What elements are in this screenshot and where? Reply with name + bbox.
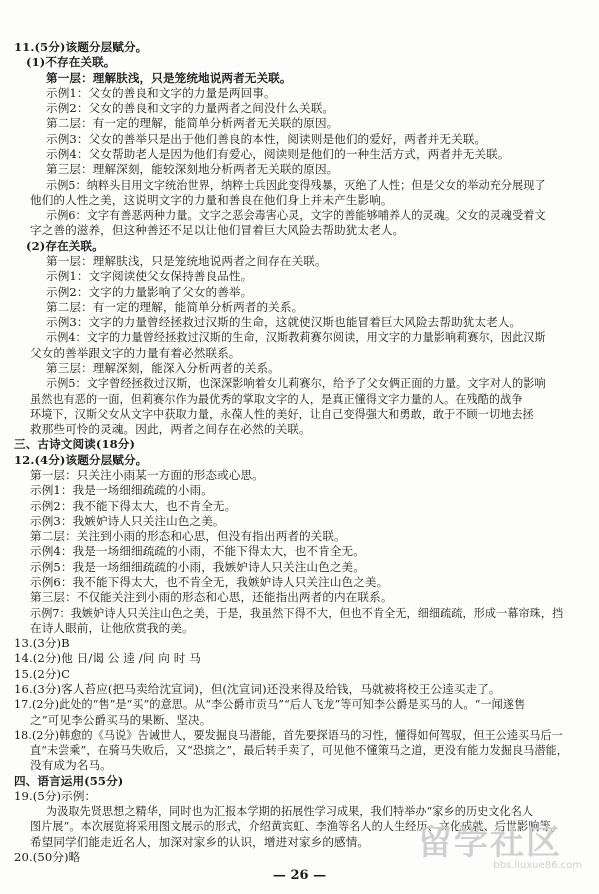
q11-part1-heading: (1)不存在关联。 [26, 55, 116, 70]
text-line: 没有成为名马。 [30, 758, 112, 773]
text-line: 第二层：关注到小雨的形态和心思，但没有指出两者的关联。 [30, 529, 346, 544]
watermark-text: 留学社区 [418, 823, 562, 863]
q14-answer: 14.(2分)他 日/谒 公 逵 /问 向 时 马 [14, 651, 201, 666]
text-line: 示例2：文字的力量影响了父女的善举。 [46, 284, 253, 299]
text-line: 他们的人性之美，这说明文字的力量和善良在他们身上并未产生影响。 [30, 192, 393, 207]
q17-answer: 17.(2分)此处的“售”是“买”的意思。从“李公爵市贡马”“后人飞龙”等可知李公爵是买马的人。“一闻遂售 [14, 698, 526, 712]
text-line: 父女的善举跟文字的力量有着必然联系。 [30, 345, 241, 360]
text-line: 第一层：理解肤浅，只是笼统地说两者无关联。 [46, 70, 292, 85]
text-line: 字之善的滋养，但这种善还不足以让他们冒着巨大风险去帮助犹太老人。 [30, 223, 405, 238]
q12-heading: 12.(4分)该题分层赋分。 [14, 452, 148, 467]
section-3-heading: 三、古诗文阅读(18分) [14, 437, 136, 452]
watermark-url: bbs.liuxue86.com [493, 860, 582, 871]
text-line: 示例3：我嫉妒诗人只关注山色之美。 [30, 513, 225, 528]
watermark-logo [418, 815, 588, 887]
text-line: 示例2：父女的善良和文字的力量两者之间没什么关联。 [46, 101, 335, 116]
text-line: 为汲取先贤思想之精华，同时也为汇报本学期的拓展性学习成果，我们特举办“家乡的历史文化名人 [46, 805, 534, 819]
text-line: 示例3：文字的力量曾经拯救过汉斯的生命，这就使汉斯也能冒着巨大风险去帮助犹太老人。 [46, 315, 522, 330]
text-line: 示例2：我不能下得太大，也不肯全无。 [30, 498, 237, 513]
text-line: 示例6：文字有善恶两种力量。文字之恶会毒害心灵，文字的善能够哺养人的灵魂。父女的灵魂受着文 [46, 209, 546, 223]
text-line: 示例5：文字曾经拯救过汉斯，也深深影响着女儿莉赛尔，给予了父女俩正面的力量。文字对人的影响 [46, 377, 546, 391]
text-line: 示例3：父女的善举只是出于他们善良的本性，阅读则是他们的爱好，两者并无关联。 [46, 131, 487, 146]
text-line: 示例1：我是一场细细疏疏的小雨。 [30, 483, 213, 498]
q19-heading: 19.(5分)示例： [14, 788, 97, 803]
text-line: 第三层：理解深刻，能深入分析两者的关系。 [46, 360, 280, 375]
text-line: 第二层：有一定的理解，能简单分析两者无关联的原因。 [46, 116, 339, 131]
text-line: 示例6：我不能下得太大，也不肯全无，我嫉妒诗人只关注山色之美。 [30, 574, 389, 589]
text-line: 第三层：理解深刻，能较深刻地分析两者无关联的原因。 [46, 162, 339, 177]
text-line: 直“未尝乘”，在骑马失败后，又“恐摈之”，最后转手卖了，可见他不懂策马之道，更没有能力发掘良马潜能， [30, 744, 569, 757]
text-line: 第一层：只关注小雨某一方面的形态或心思。 [30, 467, 264, 482]
text-line: 18.(2分)韩愈的《马说》告诫世人，要发掘良马潜能，首先要探语马的习性，懂得如何驾驭，但王公逵买马后一 [14, 728, 563, 742]
text-line: 示例1：父女的善良和文字的力量是两回事。 [46, 85, 276, 100]
text-line: 在诗人眼前，让他欣赏我的美。 [30, 620, 194, 635]
text-line: 第一层：理解肤浅，只是笼统地说两者之间存在关联。 [46, 254, 327, 268]
text-line: 之”可见李公爵买马的果断、坚决。 [30, 712, 212, 727]
text-line: 示例4：我是一场细细疏疏的小雨，不能下得太大，也不肯全无。 [30, 544, 365, 559]
q15-answer: 15.(2分)C [14, 666, 71, 681]
text-line: 救那些可怜的灵魂。因此，两者之间存在必然的关联。 [30, 422, 311, 437]
q20-answer: 20.(50分)略 [14, 850, 81, 864]
text-line: 示例7：我嫉妒诗人只关注山色之美，于是，我虽然下得不大，但也不肯全无，细细疏疏，形成一幕帘珠，挡 [30, 606, 564, 620]
text-line: 图片展”。本次展览将采用图文展示的形式，介绍黄宾虹、李渔等名人的人生经历、文化成就、后世影响等。 [30, 820, 562, 834]
text-line: 希望同学们能走近名人，加深对家乡的认识，增进对家乡的感情。 [30, 834, 370, 849]
q13-answer: 13.(3分)B [14, 636, 70, 650]
section-4-heading: 四、语言运用(55分) [14, 773, 124, 788]
text-line: 环境下，汉斯父女从文字中获取力量，永葆人性的美好，让自己变得强大和勇敢，敢于不顾一切地去拯 [30, 407, 534, 421]
text-line: 示例4：父女帮助老人是因为他们有爱心，阅读则是他们的一种生活方式，两者并无关联。 [46, 147, 510, 161]
text-line: 示例5：我是一场细细疏疏的小雨，我嫉妒诗人只关注山色之美。 [30, 559, 365, 574]
text-line: 第二层：有一定的理解，能简单分析两者的关系。 [46, 299, 304, 314]
page-number: — 26 — [272, 868, 327, 883]
text-line: 示例5：纳粹头目用文字统治世界，纳粹士兵因此变得残暴，灭绝了人性；但是父女的举动充分展现了 [46, 178, 546, 192]
text-line: 第三层：不仅能关注到小雨的形态和心思，还能指出两者的内在联系。 [30, 590, 393, 605]
text-line: 示例1：文字阅读使父女保持善良品性。 [46, 269, 253, 284]
text-line: 示例4：文字的力量曾经拯救过汉斯的生命，汉斯教莉赛尔阅读，用文字的力量影响莉赛尔，因此汉斯 [46, 331, 546, 345]
q16-answer: 16.(3分)客人苔应(把马卖给沈宣词)，但(沈宣词)还没来得及给钱，马就被将校王公逵买走了。 [14, 681, 501, 696]
q11-heading: 11.(5分)该题分层赋分。 [14, 40, 148, 54]
q11-part2-heading: (2)存在关联。 [26, 238, 104, 253]
text-line: 虽然也有恶的一面，但莉赛尔作为最优秀的掌取文字的人，是真正懂得文字力量的人。在残酷的战争 [30, 392, 523, 406]
